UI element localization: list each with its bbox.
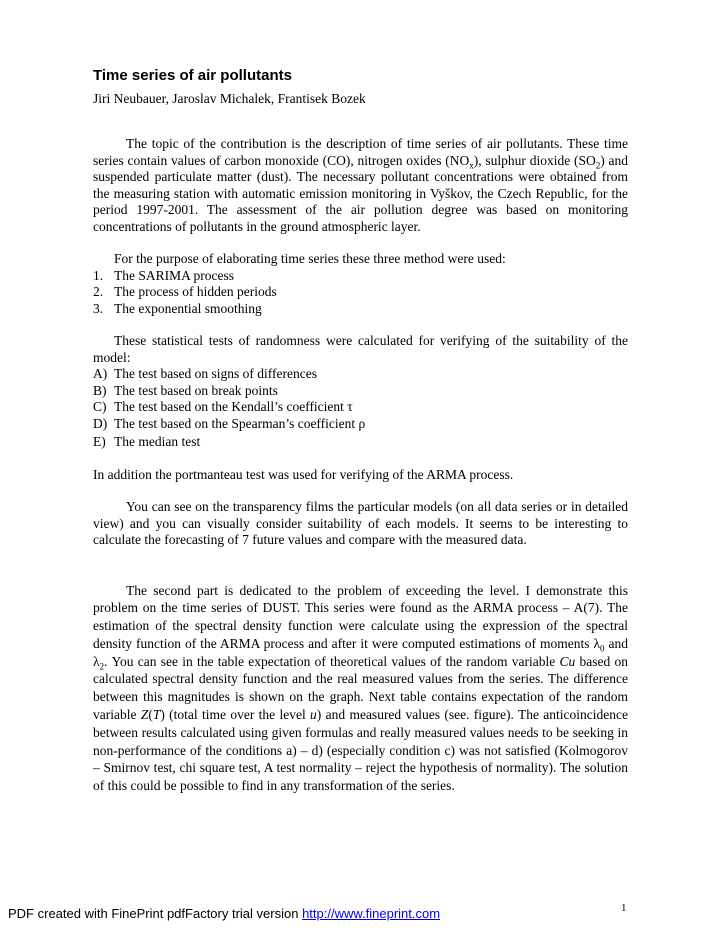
list-item: D) The test based on the Spearman’s coefficient ρ [93, 415, 366, 431]
list-item: B) The test based on break points [93, 382, 278, 398]
tests-lead: These statistical tests of randomness were calculated for verifying of the suitability of the model: [93, 333, 628, 365]
paper-title: Time series of air pollutants [93, 67, 292, 84]
tests-list [93, 366, 628, 451]
methods-lead: For the purpose of elaborating time series these three method were used: [114, 251, 506, 266]
second-part-paragraph: The second part is dedicated to the problem of exceeding the level. I demonstrate this problem on the time series of DUST. This series were found as the ARMA process – A(7). The estimation of the spectral density function were calculate using the expression of the spectral density function of the ARMA process and after it were computed estimations of moments $\lambda_0$ and $\lambda_2$. You can see in the table expectation of theoretical values of the random variable Cu based on calculated spectral density function and the real measured values from the series. The difference between this magnitudes is shown on the graph. Next table contains expectation of the random variable Z(T) (total time over the level u) and measured values (see. figure). The anticoincidence between results calculated using given formulas and really measured values needs to be seeking in non-performance of the conditions a) – d) (especially condition c) was not satisfied (Kolmogorov – Smirnov test, chi square test, A test normality – reject the hypothesis of normality). The solution of this could be possible to find in any transformation of the series. [93, 582, 629, 794]
transparency-paragraph: You can see on the transparency films the particular models (on all data series or in detailed view) and you can visually consider suitability of each models. It seems to be interesting to calculate the forecasting of 7 future values and compare with the measured data. [93, 499, 628, 547]
methods-list [93, 268, 628, 318]
page-number: 1 [621, 902, 627, 914]
list-item: C) The test based on the Kendall’s coefficient τ [93, 399, 353, 414]
portmanteau-paragraph: In addition the portmanteau test was used for verifying of the ARMA process. [93, 466, 514, 482]
paper-body [93, 136, 628, 795]
list-item: A) The test based on signs of differences [93, 366, 317, 381]
list-item: 3. The exponential smoothing [93, 300, 262, 316]
paper-authors: Jiri Neubauer, Jaroslav Michalek, Frantisek Bozek [93, 91, 366, 106]
fineprint-link[interactable]: http://www.fineprint.com [302, 906, 441, 921]
pdf-footer: PDF created with FinePrint pdfFactory trial version http://www.fineprint.com [8, 906, 441, 921]
list-item: 1. The SARIMA process [93, 267, 234, 283]
intro-paragraph: The topic of the contribution is the description of time series of air pollutants. These time series contain values of carbon monoxide (CO), nitrogen oxides $(NO_x)$, sulphur dioxide $(SO_2)$ and suspended particulate matter (dust). The necessary pollutant concentrations were obtained from the measuring station with automatic emission monitoring in Vyškov, the Czech Republic, for the period 1997-2001. The assessment of the air pollution degree was based on monitoring concentrations of pollutants in the ground atmospheric layer. [93, 136, 628, 234]
list-item: 2. The process of hidden periods [93, 284, 277, 299]
list-item: E) The median test [93, 434, 201, 449]
